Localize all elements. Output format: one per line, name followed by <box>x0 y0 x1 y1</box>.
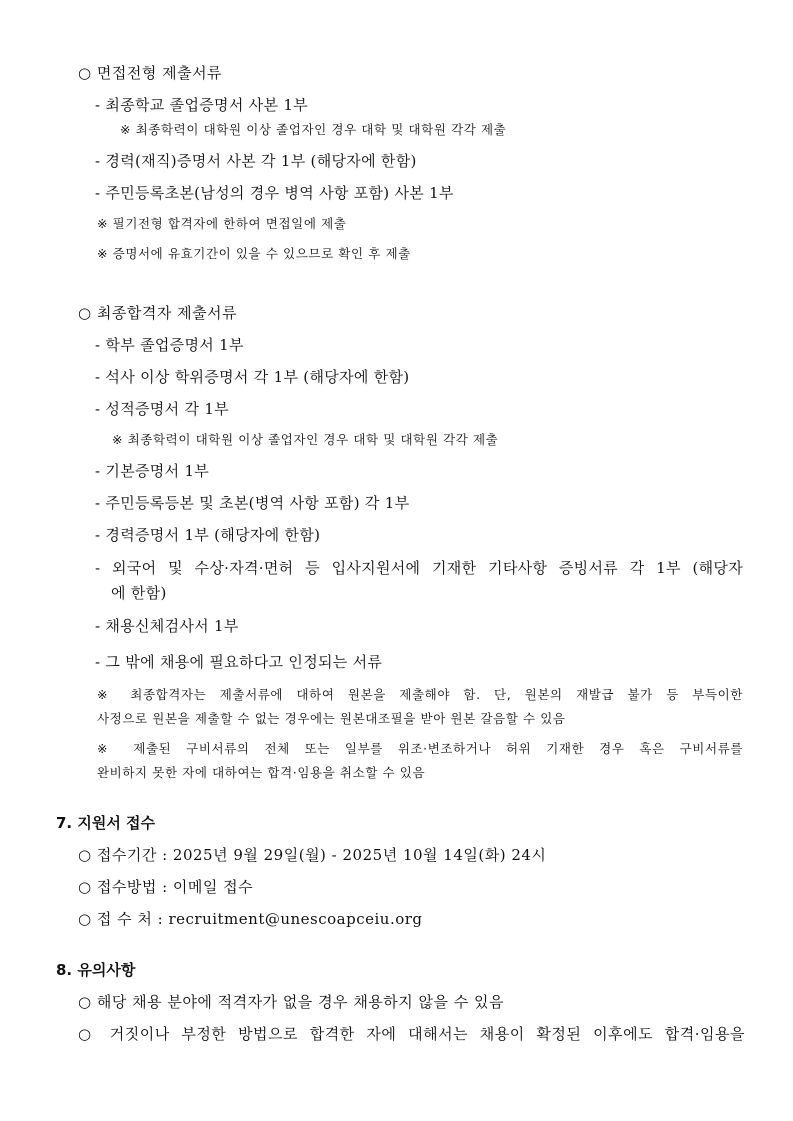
list-item: ○ 해당 채용 분야에 적격자가 없을 경우 채용하지 않을 수 있음 <box>78 993 505 1011</box>
list-item: - 그 밖에 채용에 필요하다고 인정되는 서류 <box>95 653 383 671</box>
note: ※ 증명서에 유효기간이 있을 수 있으므로 확인 후 제출 <box>97 246 411 261</box>
list-item: - 주민등록등본 및 초본(병역 사항 포함) 각 1부 <box>95 494 410 512</box>
list-item: - 외국어 및 수상·자격·면허 등 입사지원서에 기재한 기타사항 증빙서류 각 1부 (해당자 <box>95 559 743 577</box>
interview-docs-heading: ○ 면접전형 제출서류 <box>78 64 223 82</box>
note: ※ 제출된 구비서류의 전체 또는 일부를 위조·변조하거나 허위 기재한 경우 혹은 구비서류를 <box>97 741 743 756</box>
list-item: ○ 접 수 처 : recruitment@unescoapceiu.org <box>78 910 423 928</box>
list-item-continuation: 에 한함) <box>111 584 167 602</box>
note: ※ 최종합격자는 제출서류에 대하여 원본을 제출해야 함. 단, 원본의 재발급 불가 등 부득이한 <box>97 687 743 702</box>
list-item: - 성적증명서 각 1부 <box>95 400 229 418</box>
note: ※ 최종학력이 대학원 이상 졸업자인 경우 대학 및 대학원 각각 제출 <box>120 122 507 137</box>
note: ※ 필기전형 합격자에 한하여 면접일에 제출 <box>97 216 347 231</box>
section-7-title: 7. 지원서 접수 <box>56 814 156 832</box>
list-item: - 기본증명서 1부 <box>95 462 210 480</box>
final-docs-heading: ○ 최종합격자 제출서류 <box>78 304 238 322</box>
section-8-title: 8. 유의사항 <box>56 961 136 979</box>
list-item: - 학부 졸업증명서 1부 <box>95 336 244 354</box>
list-item: - 최종학교 졸업증명서 사본 1부 <box>95 96 308 114</box>
list-item: ○ 접수기간 : 2025년 9월 29일(월) - 2025년 10월 14일(화) 24시 <box>78 846 547 864</box>
list-item: - 경력(재직)증명서 사본 각 1부 (해당자에 한함) <box>95 152 417 170</box>
list-item: - 주민등록초본(남성의 경우 병역 사항 포함) 사본 1부 <box>95 184 454 202</box>
note: ※ 최종학력이 대학원 이상 졸업자인 경우 대학 및 대학원 각각 제출 <box>112 432 499 447</box>
note-continuation: 사정으로 원본을 제출할 수 없는 경우에는 원본대조필을 받아 원본 갈음할 수 있음 <box>97 711 566 726</box>
note-continuation: 완비하지 못한 자에 대하여는 합격·임용을 취소할 수 있음 <box>97 765 426 780</box>
list-item: - 채용신체검사서 1부 <box>95 617 239 635</box>
list-item: - 경력증명서 1부 (해당자에 한함) <box>95 526 321 544</box>
list-item: - 석사 이상 학위증명서 각 1부 (해당자에 한함) <box>95 368 410 386</box>
list-item: ○ 거짓이나 부정한 방법으로 합격한 자에 대해서는 채용이 확정된 이후에도 합격·임용을 <box>78 1025 745 1043</box>
list-item: ○ 접수방법 : 이메일 접수 <box>78 878 254 896</box>
